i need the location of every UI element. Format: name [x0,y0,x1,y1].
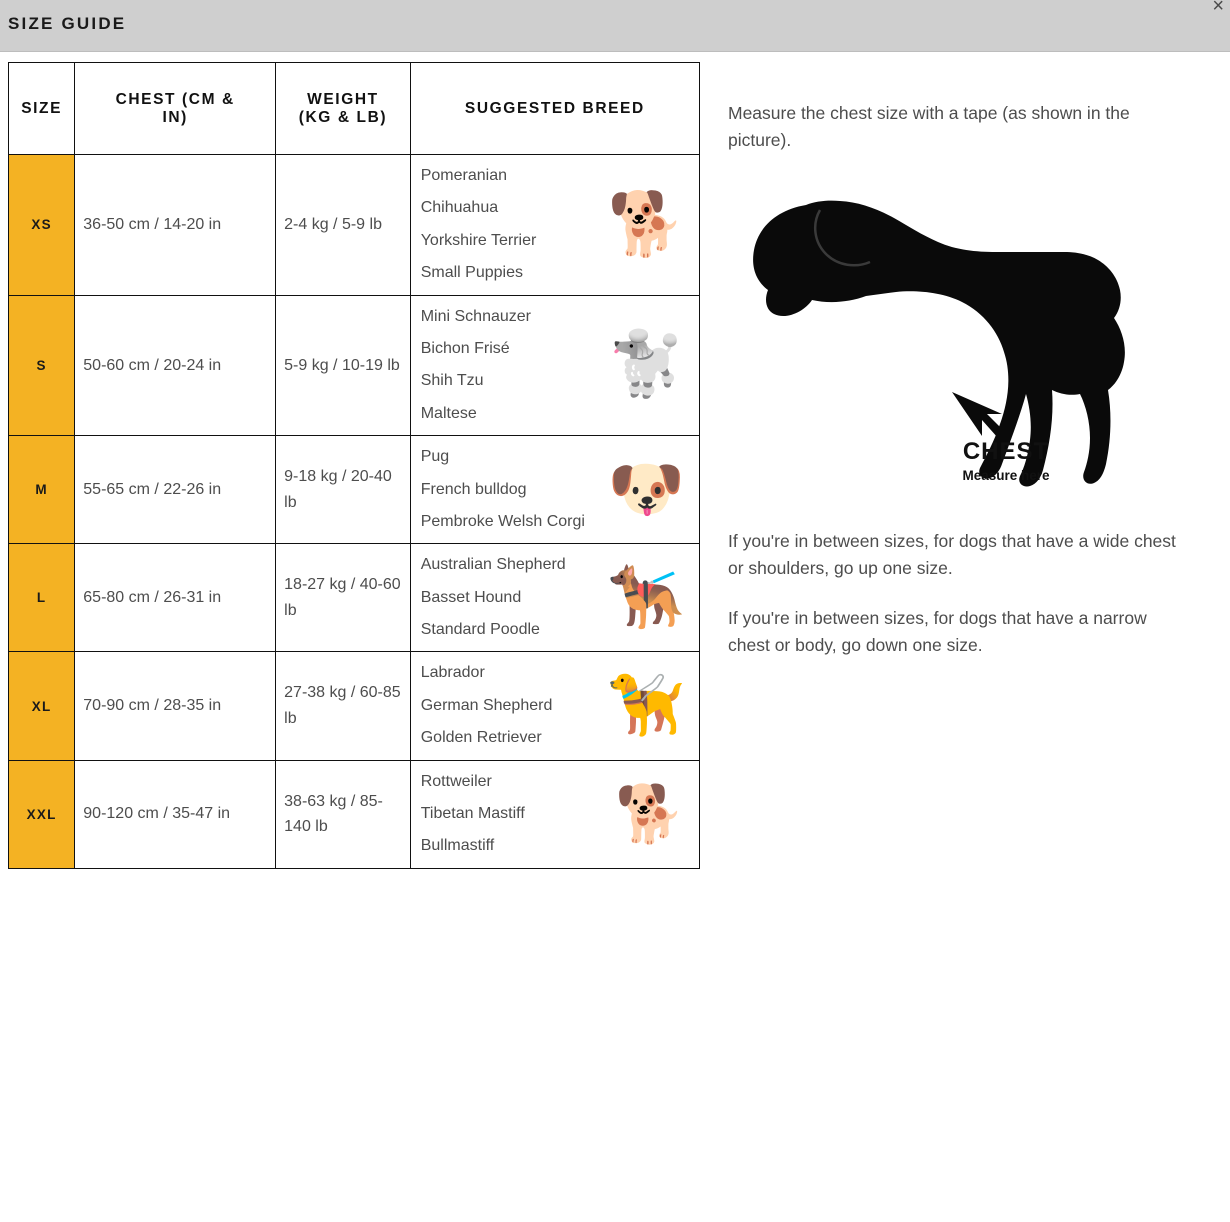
column-header-size: SIZE [9,63,75,155]
breed-item: Maltese [420,404,477,422]
breed-item: Tibetan Mastiff [420,805,525,823]
cell-weight: 18-27 kg / 40-60 lb [276,544,411,652]
maltese-icon: 🐩 [607,330,685,400]
page-title: SIZE GUIDE [8,14,127,33]
cell-weight: 5-9 kg / 10-19 lb [276,295,411,436]
cell-size: S [9,295,75,436]
column-header-breed: SUGGESTED BREED [410,63,699,155]
cell-breed [410,436,699,544]
scrollbar[interactable] [1222,0,1230,1222]
breed-item: Golden Retriever [420,729,542,747]
cell-weight: 38-63 kg / 85-140 lb [276,760,411,868]
breed-list [421,660,553,751]
modal-header [0,0,1230,52]
rottweiler-icon: 🐕 [615,782,685,846]
cell-breed [410,544,699,652]
breed-item: Pug [420,448,450,466]
chest-label: CHEST [962,438,1050,466]
cell-chest: 36-50 cm / 14-20 in [75,155,276,296]
modal-body [0,52,1230,869]
table-row [9,436,700,544]
table-body [9,155,700,869]
cell-chest: 70-90 cm / 28-35 in [75,652,276,760]
cell-size: XL [9,652,75,760]
breed-item: Labrador [420,664,485,682]
measure-note: Measure the chest size with a tape (as shown in the picture). [728,103,1130,151]
breed-list [421,304,531,428]
breed-item: Pembroke Welsh Corgi [420,512,585,530]
cell-weight: 9-18 kg / 20-40 lb [276,436,411,544]
breed-item: Rottweiler [420,772,492,790]
tip-size-down: If you're in between sizes, for dogs that have a narrow chest or body, go down one size. [728,607,1147,655]
breed-item: Standard Poodle [420,621,540,639]
table-row [9,652,700,760]
tip-size-up: If you're in between sizes, for dogs that have a wide chest or shoulders, go up one size. [728,531,1176,579]
table-row [9,295,700,436]
cell-size: XS [9,155,75,296]
cell-chest: 50-60 cm / 20-24 in [75,295,276,436]
breed-list [421,552,566,643]
breed-item: Australian Shepherd [420,556,566,574]
column-header-weight-line1: WEIGHT [307,90,379,108]
cell-breed [410,652,699,760]
cell-chest: 55-65 cm / 22-26 in [75,436,276,544]
breed-list [421,163,537,287]
close-icon[interactable]: × [1212,0,1224,17]
column-header-weight-line2: (KG & LB) [298,108,388,126]
breed-item: Pomeranian [420,167,507,184]
chest-label-group [936,438,1076,483]
table-row [9,760,700,868]
table-head [9,63,700,155]
breed-item: Basset Hound [420,588,522,606]
column-header-chest-line1: CHEST (CM & [115,90,235,108]
cell-chest: 65-80 cm / 26-31 in [75,544,276,652]
table-header-row [9,63,700,155]
breed-list [421,769,525,860]
breed-item: Yorkshire Terrier [420,231,537,249]
cell-size: XXL [9,760,75,868]
cell-weight: 2-4 kg / 5-9 lb [276,155,411,296]
breed-item: Shih Tzu [420,372,484,390]
cell-breed [410,760,699,868]
chest-sub-label: Measure here [962,468,1050,484]
info-panel [700,52,1220,685]
size-table-container [0,52,700,869]
breed-item: Chihuahua [420,199,499,217]
table-row [9,544,700,652]
husky-icon: 🐕‍🦺 [607,562,685,632]
cell-size: M [9,436,75,544]
breed-item: Bullmastiff [420,837,495,855]
breed-item: German Shepherd [420,696,553,714]
cell-breed [410,155,699,296]
dog-measure-illustration [746,180,1186,510]
labrador-icon: 🦮 [607,671,685,741]
breed-item: French bulldog [420,480,527,498]
breed-item: Bichon Frisé [420,339,510,357]
breed-item: Small Puppies [420,264,523,282]
cell-weight: 27-38 kg / 60-85 lb [276,652,411,760]
breed-list [421,444,585,535]
yorkshire-terrier-icon: 🐕 [607,189,685,259]
column-header-chest [75,63,276,155]
column-header-chest-line2: IN) [162,108,188,126]
cell-chest: 90-120 cm / 35-47 in [75,760,276,868]
pug-icon: 🐶 [607,454,685,524]
cell-breed [410,295,699,436]
table-row [9,155,700,296]
cell-size: L [9,544,75,652]
column-header-weight [276,63,411,155]
breed-item: Mini Schnauzer [420,307,531,325]
size-table [8,62,700,869]
